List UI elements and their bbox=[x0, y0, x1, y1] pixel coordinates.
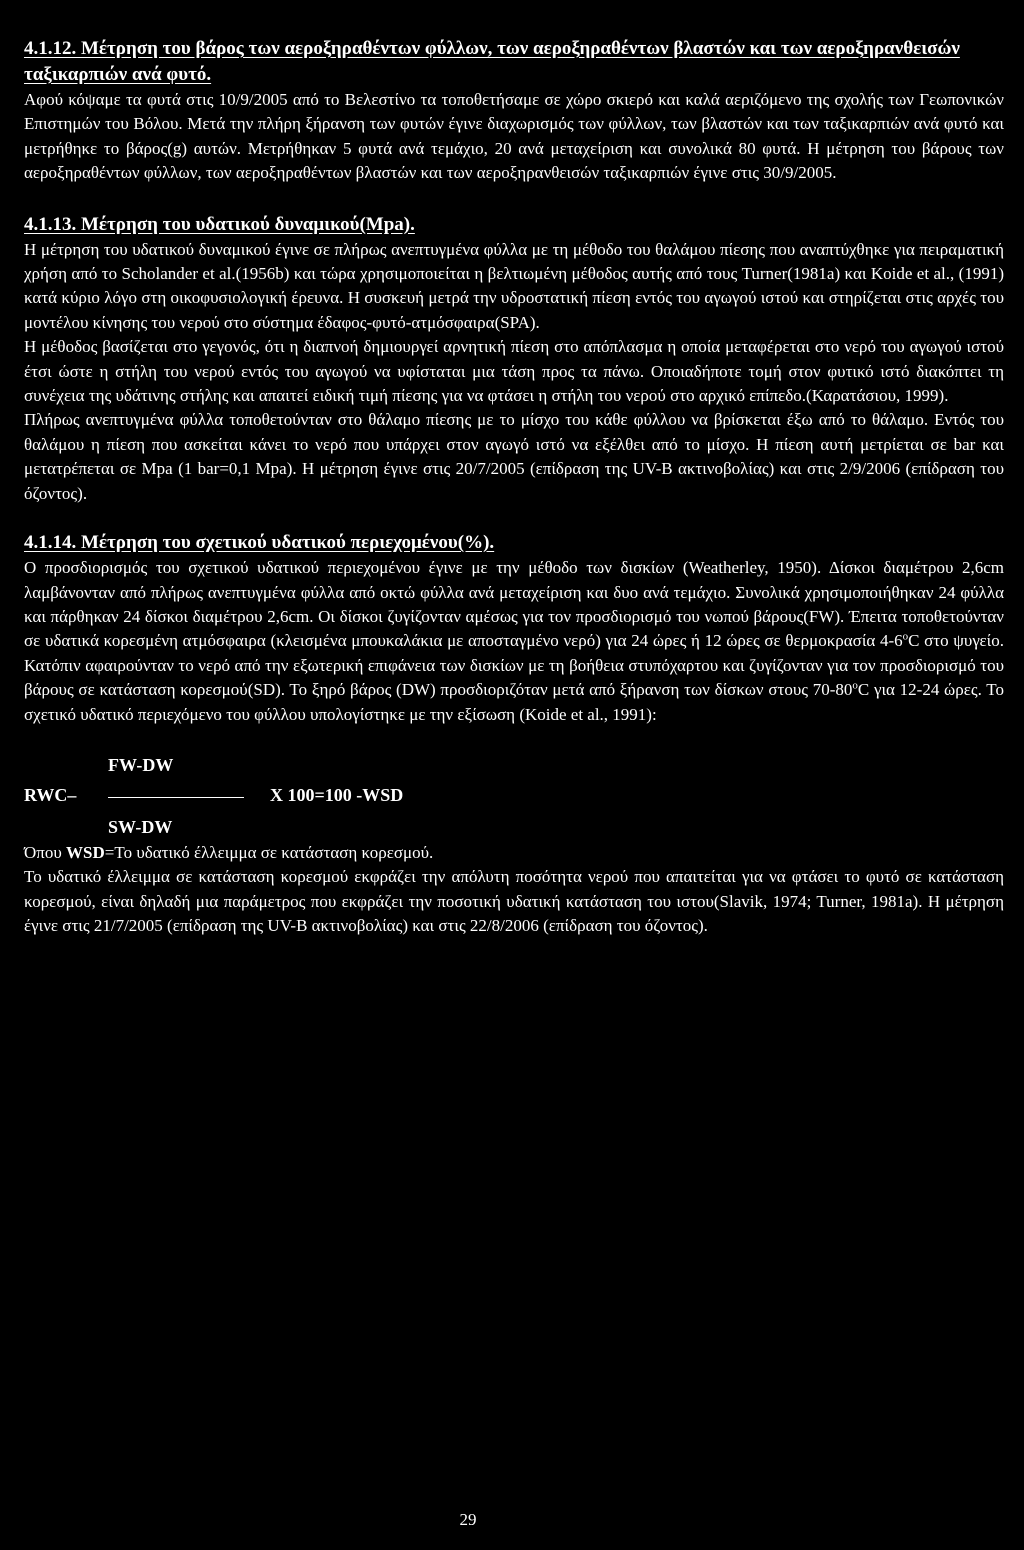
document-page bbox=[24, 36, 1004, 939]
degree-superscript: o bbox=[852, 679, 858, 692]
section-4-1-14 bbox=[24, 530, 1004, 938]
formula-lhs: RWC– bbox=[24, 784, 77, 805]
section-paragraph: Αφού κόψαμε τα φυτά στις 10/9/2005 από το Βελεστίνο τα τοποθετήσαμε σε χώρο σκιερό και καλά αεριζόμενο της σχολής των Γεωπονικών Επιστημών του Βόλου. Μετά την πλήρη ξήρανση των φυτών έγινε διαχωρισμός των φύλλων, των βλαστών και των ταξικαρπιών ανά φυτό και μετρήθηκε το βάρος(g) αυτών. Μετρήθηκαν 5 φυτά ανά τεμάχιο, 20 ανά μεταχείριση και συνολικά 80 φυτά. Η μέτρηση του βάρους των αεροξηραθέντων φύλλων, των αεροξηραθέντων βλαστών και των αεροξηρανθεισών ταξικαρπιών έγινε στις 30/9/2005. bbox=[24, 90, 1004, 183]
section-paragraph bbox=[24, 556, 1004, 727]
section-paragraph: Η μέθοδος βασίζεται στο γεγονός, ότι η διαπνοή δημιουργεί αρνητική πίεση στο απόπλασμα η οποία μεταφέρεται στο νερό του αγωγού ιστού έτσι ώστε η στήλη του νερού εντός του αγωγού να υφίσταται μια τάση προς τα πάνω. Οποιαδήποτε τομή στον φυτικό ιστό διακόπτει τη συνέχεια της υδάτινης στήλης και απαιτεί ειδική τιμή πίεσης για να φτάσει η στήλη του νερού στο αρχικό επίπεδο.(Καρατάσιου, 1999). bbox=[24, 337, 1004, 406]
section-paragraph: Το υδατικό έλλειμμα σε κατάσταση κορεσμού εκφράζει την απόλυτη ποσότητα νερού που απαιτείται για να φτάσει το φυτό σε κατάσταση κορεσμού, είναι δηλαδή μια παράμετρος που εκφράζει την ποσοτική υδατική κατάσταση του ιστου(Slavik, 1974; Turner, 1981a). Η μέτρηση έγινε στις 21/7/2005 (επίδραση της UV-B ακτινοβολίας) και στις 22/8/2006 (επίδραση του όζοντος). bbox=[24, 867, 1004, 936]
section-4-1-13 bbox=[24, 212, 1004, 506]
section-heading: 4.1.14. Μέτρηση του σχετικού υδατικού περιεχομένου(%). bbox=[24, 532, 495, 554]
fraction-bar bbox=[108, 797, 244, 798]
section-heading: 4.1.12. Μέτρηση του βάρος των αεροξηραθέντων φύλλων, των αεροξηραθέντων βλαστών και των αεροξηρανθεισών ταξικαρπιών ανά φυτό. bbox=[24, 38, 960, 85]
formula-numerator: FW-DW bbox=[108, 754, 174, 775]
paragraph-text: C στο ψυγείο. Κατόπιν αφαιρούνταν το νερό από την εξωτερική επιφάνεια των δισκίων με τη βοήθεια στυπόχαρτου και ζυγίζονταν για τον προσδιορισμό του βάρους σε κατάσταση κορεσμού(SD). Το ξηρό βάρος (DW) προσδιοριζόταν μετά από ξήρανση των δίσκων στους 70-80 bbox=[24, 631, 1005, 700]
wsd-definition bbox=[24, 841, 1004, 865]
section-paragraph: Πλήρως ανεπτυγμένα φύλλα τοποθετούνταν στο θάλαμο πίεσης με το μίσχο του κάθε φύλλου να βρίσκεται έξω από το θάλαμο. Εντός του θαλάμου η πίεση που ασκείται κάνει το νερό που υπάρχει στον αγωγό ιστό να εξέλθει από το μίσχο. Η πίεση αυτή μετρίεται σε bar και μετατρέπεται σε Mpa (1 bar=0,1 Mpa). Η μέτρηση έγινε στις 20/7/2005 (επίδραση της UV-B ακτινοβολίας) και στις 2/9/2006 (επίδραση του όζοντος). bbox=[24, 410, 1004, 503]
section-paragraph: Η μέτρηση του υδατικού δυναμικού έγινε σε πλήρως ανεπτυγμένα φύλλα με τη μέθοδο του θαλάμου πίεσης που αναπτύχθηκε για πειραματική χρήση από το Scholander et al.(1956b) και τώρα χρησιμοποιείται η βελτιωμένη μέθοδος αυτής από τους Turner(1981a) και Koide et al., (1991) κατά κύριο λόγο στη οικοφυσιολογική έρευνα. Η συσκευή μετρά την υδροστατική πίεση εντός του αγωγού ιστού και στηρίζεται στις αρχές του μοντέλου κίνησης του νερού στο σύστημα έδαφος-φυτό-ατμόσφαιρα(SPA). bbox=[24, 239, 1004, 332]
formula-rhs: X 100=100 -WSD bbox=[270, 784, 404, 805]
rwc-formula bbox=[24, 735, 1004, 841]
formula-denominator: SW-DW bbox=[108, 816, 173, 837]
section-heading: 4.1.13. Μέτρηση του υδατικού δυναμικού(Mpa). bbox=[24, 213, 415, 235]
paragraph-text: C για 12-24 ώρες. Το σχετικό υδατικό περιεχόμενο του φύλλου υπολογίστηκε με την εξίσωση (Koide et al., 1991): bbox=[24, 680, 1004, 724]
degree-superscript: o bbox=[902, 630, 909, 643]
paragraph-text: Ο προσδιορισμός του σχετικού υδατικού περιεχομένου έγινε με την μέθοδο των δισκίων (Weatherley, 1950). Δίσκοι διαμέτρου 2,6cm λαμβάνονταν από πλήρως ανεπτυγμένα φύλλα από οκτώ φύλλα ανά μεταχείριση και δυο ανά τεμάχιο. Συνολικά χρησιμοποιήθηκαν 24 φύλλα και πάρθηκαν 24 δίσκοι διαμέτρου 2,6cm. Οι δίσκοι ζυγίζονταν αμέσως για τον προσδιορισμό του νωπού βάρους(FW). Έπειτα τοποθετούνταν σε υδατικά κορεσμένη ατμόσφαιρα (κλεισμένα μπουκαλάκια με αποσταγμένο νερό) για 24 ώρες ή 12 ώρες σε θερμοκρασία 4-6 bbox=[24, 558, 1004, 651]
note-term: WSD bbox=[66, 842, 105, 862]
section-4-1-12 bbox=[24, 36, 1004, 186]
page-number: 29 bbox=[459, 1510, 477, 1529]
note-text: =Το υδατικό έλλειμμα σε κατάσταση κορεσμού. bbox=[104, 842, 434, 862]
note-prefix: Όπου bbox=[24, 842, 67, 862]
